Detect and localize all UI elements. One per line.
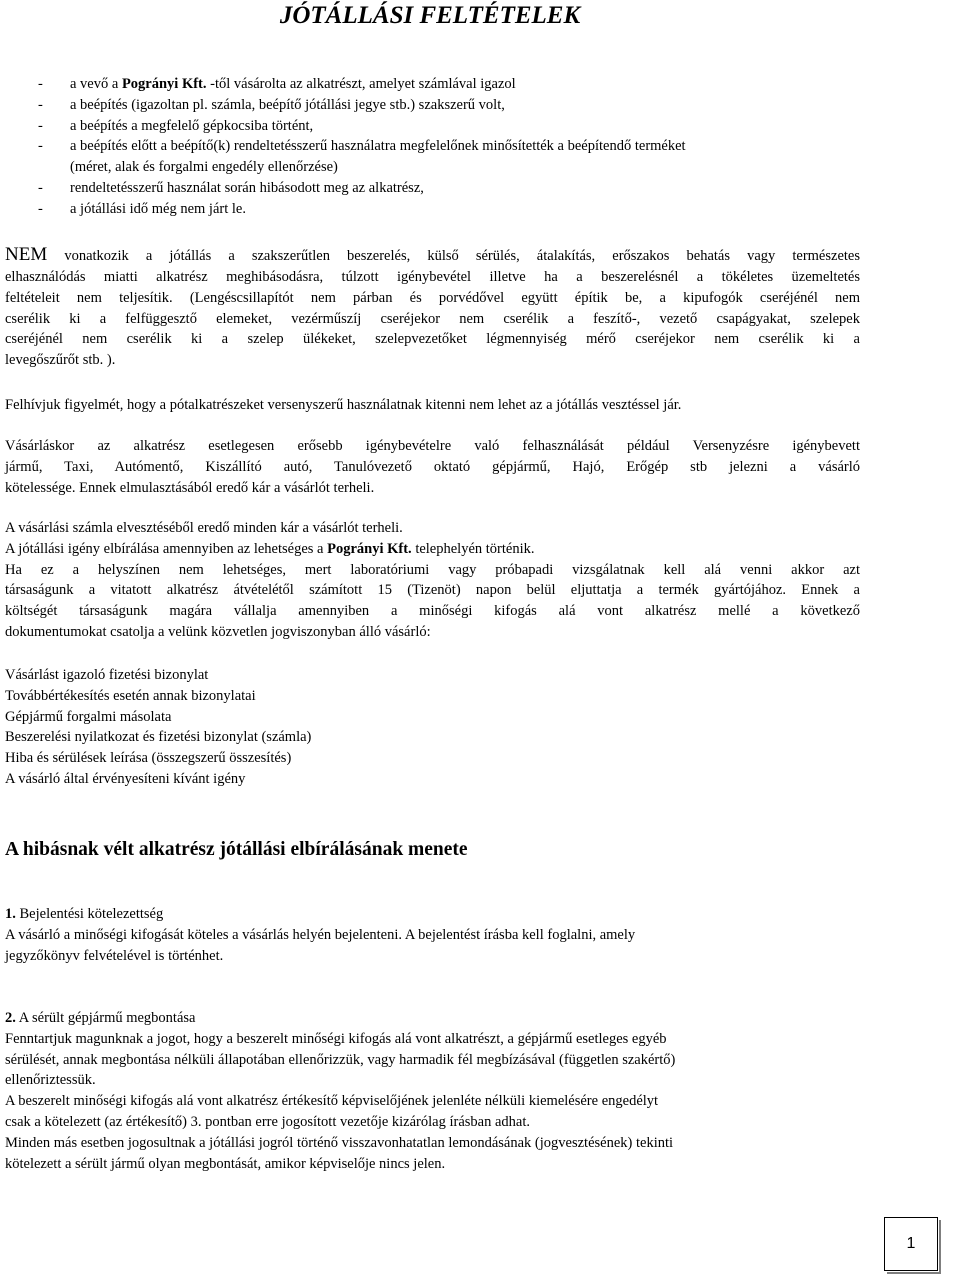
document-item: A vásárló által érvényesíteni kívánt igény: [5, 770, 246, 787]
document-item: Hiba és sérülések leírása (összegszerű összesítés): [5, 750, 292, 767]
section-title: Bejelentési kötelezettség: [15, 906, 164, 922]
condition-item: - a beépítés a megfelelő gépkocsiba történt,: [38, 117, 314, 134]
section-vehicle-dismantling: 2. A sérült gépjármű megbontása Fenntartjuk magunknak a jogot, hogy a beszerelt minőségi kifogás alá vont alkatrészt, a gépjármű esetleges egyéb sérülését, annak megbontása nélküli állapotában ellenőrizzük, vagy harmadik fél megbízásával (független szakértő) ellenőriztessük. A beszerelt minőségi kifogás alá vont alkatrész értékesítő képviselőjének jelenléte nélküli kiemelésére engedélyt csak a kötelezett (az értékesítő) 3. pontban erre jogosított vezetője kizárólag írásban adhat. Minden más esetben jogosultnak a jótállási jogról történő visszavonhatatlan lemondásának (jogvesztésének) tekinti kötelezett a sérült jármű olyan megbontását, amikor képviselője nincs jelen.: [5, 1010, 676, 1172]
condition-item: - a jótállási idő még nem járt le.: [38, 200, 246, 217]
exclusion-paragraph: NEM vonatkozik a jótállás a szakszerűtlen beszerelés, külső sérülés, átalakítás, erőszakos behatás vagy természetes elhasználódás miatti alkatrész meghibásodásra, túlzott igénybevétel illetve ha a beszerelésnél a tökéletes üzemeltetés feltételeit nem teljesítik. (Lengéscsillapítót nem párban és porvédővel együtt építik be, a kipufogók cseréjénél nem cserélik ki a felfüggesztő elemeket, vezérműszíj cseréjekor nem cserélik a feszítő-, vezető csapágyakat, szelepek cseréjénél nem cserélik ki a szelep ülékeket, szelepvezetőket légmennyiség mérő cseréjekor nem cserélik ki a levegőszűrőt stb. ).: [5, 244, 860, 369]
notice-paragraph: Felhívjuk figyelmét, hogy a pótalkatrészeket versenyszerű használatnak kitenni nem lehet az a jótállás vesztéssel jár.: [5, 397, 682, 413]
company-name: Pogrányi Kft.: [121, 76, 207, 92]
condition-item: - rendeltetésszerű használat során hibásodott meg az alkatrész,: [38, 179, 424, 196]
document-item: Gépjármű forgalmi másolata: [5, 708, 172, 725]
section-number: 1.: [5, 906, 16, 922]
required-documents-list: [5, 665, 860, 790]
document-item: Továbbértékesítés esetén annak bizonylatai: [5, 687, 256, 704]
section-heading: A hibásnak vélt alkatrész jótállási elbírálásának menete: [5, 839, 468, 860]
condition-item: - a vevő a Pogrányi Kft. -től vásárolta az alkatrészt, amelyet számlával igazol: [38, 76, 516, 92]
document-title: JÓTÁLLÁSI FELTÉTELEK: [279, 2, 581, 29]
section-reporting-obligation: 1. Bejelentési kötelezettség A vásárló a minőségi kifogását köteles a vásárlás helyén bejelenteni. A bejelentést írásba kell foglalni, amely jegyzőkönyv felvételével is történhet.: [5, 906, 636, 964]
purchase-paragraph: Vásárláskor az alkatrész esetlegesen erősebb igénybevételre való felhasználását például Versenyzésre igénybevett jármű, Taxi, Autómentő, Kiszállító autó, Tanulóvezető oktató gépjármű, Hajó, Erőgép stb jelezni a vásárló kötelessége. Ennek elmulasztásából eredő kár a vásárlót terheli.: [5, 438, 860, 496]
condition-item-continuation: (méret, alak és forgalmi engedély ellenőrzése): [70, 159, 338, 176]
condition-item: - a beépítés (igazoltan pl. számla, beépítő jótállási jegye stb.) szakszerű volt,: [38, 96, 505, 113]
document-item: Vásárlást igazoló fizetési bizonylat: [5, 667, 209, 683]
claim-paragraph: A vásárlási számla elvesztéséből eredő minden kár a vásárlót terheli. A jótállási igény elbírálása amennyiben az lehetséges a Pogrányi Kft. telephelyén történik. Ha ez a helyszínen nem lehetséges, mert laboratóriumi vagy próbapadi vizsgálatnak kell alá venni akkor azt társaságunk a vitatott alkatrész átvételétől számított 15 (Tizenöt) napon belül eljuttatja a termék gyártójához. Ennek a költségét társaságunk magára vállalja amennyiben a minőségi kifogás alá vont alkatrész mellé a következő dokumentumokat csatolja a velünk közvetlen jogviszonyban álló vásárló:: [5, 520, 860, 640]
exclusion-lead: NEM: [5, 244, 48, 265]
section-title: A sérült gépjármű megbontása: [15, 1010, 196, 1026]
document-item: Beszerelési nyilatkozat és fizetési bizonylat (számla): [5, 729, 312, 746]
warranty-conditions-list: [38, 74, 938, 220]
condition-item: - a beépítés előtt a beépítő(k) rendeltetésszerű használatra megfelelőnek minősítették a beépítendő terméket: [38, 138, 686, 155]
page-number: 1: [884, 1217, 938, 1271]
section-number: 2.: [5, 1010, 16, 1026]
company-name: Pogrányi Kft.: [327, 540, 412, 557]
